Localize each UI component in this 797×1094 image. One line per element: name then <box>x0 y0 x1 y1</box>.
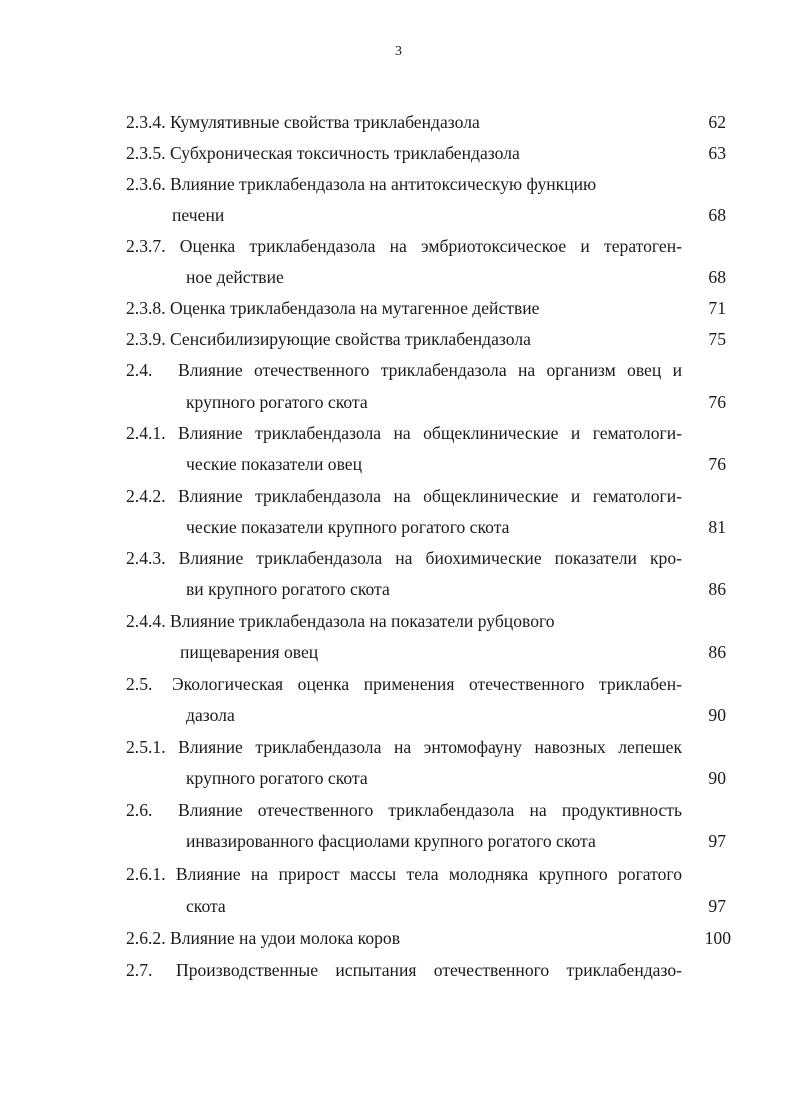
toc-entry-2-6: Влияние отечественного триклабендазола на продуктивность <box>178 800 682 820</box>
toc-entry-2-3-7-cont: ное действие <box>186 267 284 287</box>
toc-entry-2-5: Экологическая оценка применения отечественного триклабен- <box>172 674 682 694</box>
toc-page-2-5: 90 <box>708 705 726 725</box>
toc-number-2-7: 2.7. <box>126 960 153 980</box>
toc-entry-2-6-1: 2.6.1. Влияние на прирост массы тела молодняка крупного рогатого <box>126 864 682 884</box>
toc-entry-2-4-4: 2.4.4. Влияние триклабендазола на показатели рубцового <box>126 611 555 631</box>
toc-page-2-3-4: 62 <box>708 112 726 132</box>
toc-entry-2-3-8: 2.3.8. Оценка триклабендазола на мутагенное действие <box>126 298 540 318</box>
toc-entry-2-3-9: 2.3.9. Сенсибилизирующие свойства триклабендазола <box>126 329 531 349</box>
toc-entry-2-3-7: 2.3.7. Оценка триклабендазола на эмбриотоксическое и тератоген- <box>126 236 682 256</box>
toc-page-2-4-3: 86 <box>708 579 726 599</box>
toc-entry-2-3-6-cont: печени <box>172 205 225 225</box>
toc-entry-2-3-6: 2.3.6. Влияние триклабендазола на антитоксическую функцию <box>126 174 597 194</box>
toc-entry-2-5-1-cont: крупного рогатого скота <box>186 768 368 788</box>
toc-page-2-4-2: 81 <box>708 517 726 537</box>
toc-page-2-3-5: 63 <box>708 143 726 163</box>
toc-number-2-5: 2.5. <box>126 674 153 694</box>
toc-page-2-6: 97 <box>708 831 726 851</box>
toc-page-2-4: 76 <box>708 392 726 412</box>
toc-entry-2-6-2: 2.6.2. Влияние на удои молока коров <box>126 928 401 948</box>
toc-entry-2-4-2: 2.4.2. Влияние триклабендазола на общеклинические и гематологи- <box>126 486 682 506</box>
toc-entry-2-6-cont: инвазированного фасциолами крупного рогатого скота <box>186 831 596 851</box>
toc-entry-2-4-1: 2.4.1. Влияние триклабендазола на общеклинические и гематологи- <box>126 423 682 443</box>
toc-entry-2-5-1: 2.5.1. Влияние триклабендазола на энтомофауну навозных лепешек <box>126 737 682 757</box>
toc-page-2-3-9: 75 <box>708 329 726 349</box>
toc-entry-2-4-3: 2.4.3. Влияние триклабендазола на биохимические показатели кро- <box>126 548 682 568</box>
toc-number-2-6: 2.6. <box>126 800 153 820</box>
toc-entry-2-3-4: 2.3.4. Кумулятивные свойства триклабендазола <box>126 112 480 132</box>
toc-page-2-3-7: 68 <box>708 267 726 287</box>
toc-number-2-4: 2.4. <box>126 360 153 380</box>
toc-page-2-4-4: 86 <box>708 642 726 662</box>
toc-page-2-5-1: 90 <box>708 768 726 788</box>
toc-entry-2-4: Влияние отечественного триклабендазола на организм овец и <box>178 360 682 380</box>
toc-page-2-4-1: 76 <box>708 454 726 474</box>
toc-entry-2-4-4-cont: пищеварения овец <box>180 642 319 662</box>
toc-page-2-6-1: 97 <box>708 896 726 916</box>
page-number: 3 <box>395 44 402 59</box>
toc-entry-2-4-3-cont: ви крупного рогатого скота <box>186 579 390 599</box>
toc-page-2-3-8: 71 <box>708 298 726 318</box>
toc-entry-2-4-cont: крупного рогатого скота <box>186 392 368 412</box>
toc-page-2-6-2: 100 <box>704 928 731 948</box>
toc-entry-2-4-2-cont: ческие показатели крупного рогатого скота <box>186 517 510 537</box>
toc-entry-2-6-1-cont: скота <box>186 896 226 916</box>
toc-entry-2-4-1-cont: ческие показатели овец <box>186 454 362 474</box>
toc-page-2-3-6: 68 <box>708 205 726 225</box>
toc-entry-2-7: Производственные испытания отечественного триклабендазо- <box>176 960 682 980</box>
toc-entry-2-3-5: 2.3.5. Субхроническая токсичность триклабендазола <box>126 143 520 163</box>
toc-entry-2-5-cont: дазола <box>186 705 235 725</box>
